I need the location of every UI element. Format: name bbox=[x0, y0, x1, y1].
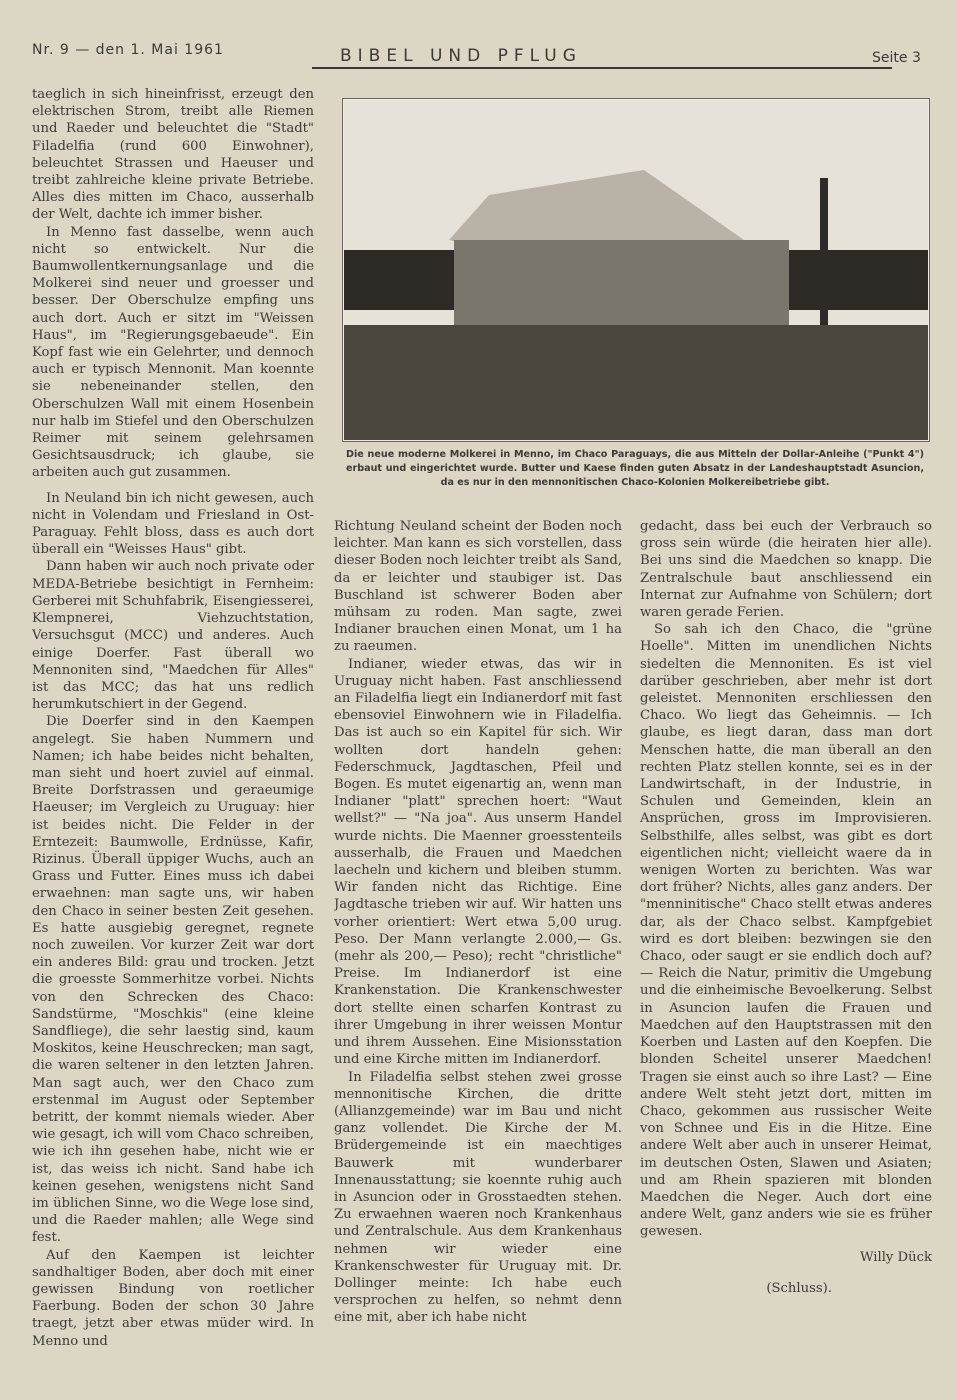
column-3 bbox=[640, 518, 932, 1368]
column-1 bbox=[32, 86, 314, 1371]
author-signature: Willy Dück bbox=[859, 1249, 932, 1265]
column-2 bbox=[334, 518, 622, 1363]
photo-dairy-building bbox=[342, 98, 930, 442]
photo-building-side bbox=[569, 240, 789, 335]
paragraph: gedacht, dass bei euch der Verbrauch so gross sein würde (die heiraten hier alle). Bei uns sind die Maedchen so knapp. Die Zentralschule baut anschliessend ein Internat zur Aufnahme von Schülern; dort waren gerade Ferien. bbox=[640, 519, 932, 621]
paragraph: So sah ich den Chaco, die "grüne Hoelle". Mitten im unendlichen Nichts siedelten die Mennoniten. Es ist viel darüber geschrieben, aber mehr ist dort geleistet. Mennoniten erschliessen den Chaco. Wo liegt das Geheimnis. — Ich glaube, es liegt daran, dass man dort Menschen hatte, die man überall an den rechten Platz stellen konnte, sei es in der Landwirtschaft, in der Industrie, in Schulen und Gemeinden, klein an Ansprüchen, gross im Improvisieren. Selbsthilfe, alles selbst, was gibt es dort eigentlichen nicht; vielleicht waere da in wenigen Worten zu berichten. Was war dort früher? Nichts, alles ganz anders. Der "menninitische" Chaco stellt etwas anderes dar, als der Chaco selbst. Kampfgebiet wird es dort bleiben: bezwingen sie den Chaco, oder saugt er sie endlich doch auf? — Reich die Natur, primitiv die Umgebung und die einheimische Bevoelkerung. Selbst in Asuncion laufen die Frauen und Maedchen auf den Hauptstrassen mit den Koerben und Lasten auf den Koepfen. Die blonden Scheitel unserer Maedchen! Tragen sie einst auch so ihre Last? — Eine andere Welt steht jetzt dort, mitten im Chaco, gekommen aus russischer Weite von Schnee und Eis in die Hitze. Eine andere Welt aber auch in unserer Heimat, im deutschen Osten, Slawen und Asiaten; und am Rhein spazieren mit blonden Maedchen die Neger. Auch dort eine andere Welt, ganz anders wie sie es früher gewesen. bbox=[640, 622, 932, 1240]
page-number: Seite 3 bbox=[872, 50, 921, 66]
paragraph: Richtung Neuland scheint der Boden noch leichter. Man kann es sich vorstellen, dass dieser Boden noch leichter treibt als Sand, da er leichter und staubiger ist. Das Buschland ist schwerer Boden aber mühsam zu roden. Man sagte, zwei Indianer brauchen einen Monat, um 1 ha zu raeumen. bbox=[334, 519, 622, 655]
closing-note: (Schluss). bbox=[766, 1280, 832, 1296]
issue-line: Nr. 9 — den 1. Mai 1961 bbox=[32, 42, 224, 58]
paragraph: In Menno fast dasselbe, wenn auch nicht so entwickelt. Nur die Baumwollentkernungsanlage und die Molkerei sind neuer und groesser und besser. Der Oberschulze empfing uns auch dort. Auch er sitzt im "Weissen Haus", im "Regierungsgebaeude". Ein Kopf fast wie ein Gelehrter, und dennoch auch er typisch Mennonit. Man koennte sie nebeneinander stellen, den Oberschulzen Wall mit einem Hosenbein nur halb im Stiefel und den Oberschulzen Reimer mit seinem gelehrsamen Gesichtsausdruck; ich glaube, sie arbeiten auch gut zusammen. bbox=[32, 224, 314, 481]
photo-ground bbox=[344, 325, 928, 440]
paragraph: In Filadelfia selbst stehen zwei grosse mennonitische Kirchen, die dritte (Allianzgemeinde) war im Bau und nicht ganz vollendet. Die Kirche der M. Brüdergemeinde ist ein maechtiges Bauwerk mit wunderbarer Innenausstattung; sie koennte ruhig auch in Asuncion oder in Grosstaedten stehen. Zu erwaehnen waeren noch Krankenhaus und Zentralschule. Aus dem Krankenhaus nehmen wir wieder eine Krankenschwester für Uruguay mit. Dr. Dollinger meinte: Ich habe euch versprochen zu helfen, so nehmt denn eine mit, aber ich habe nicht bbox=[334, 1069, 622, 1326]
paragraph: Die Doerfer sind in den Kaempen angelegt. Sie haben Nummern und Namen; ich habe beides nicht behalten, man sieht und hoert zuviel auf einmal. Breite Dorfstrassen und geraeumige Haeuser; im Vergleich zu Uruguay: hier ist beides nicht. Die Felder in der Erntezeit: Baumwolle, Erdnüsse, Kafir, Rizinus. Überall üppiger Wuchs, auch an Grass und Futter. Eines muss ich dabei erwaehnen: man sagte uns, wir haben den Chaco in seiner besten Zeit gesehen. Es hatte ausgiebig geregnet, regnete noch zuweilen. Vor kurzer Zeit war dort ein anderes Bild: grau und trocken. Jetzt die groesste Sommerhitze vorbei. Nichts von den Schrecken des Chaco: Sandstürme, "Moschkis" (eine kleine Sandfliege), die sehr laestig sind, kaum Moskitos, keine Heuschrecken; man sagt, die waren seltener in den letzten Jahren. Man sagt auch, wer den Chaco zum erstenmal im August oder September betritt, der kommt niemals wieder. Aber wie gesagt, ich will vom Chaco schreiben, wie ich ihn gesehen habe, nicht wie er ist, das weiss ich nicht. Sand habe ich keinen gesehen, wenigstens nicht Sand im üblichen Sinne, wo die Wege lose sind, und die Raeder mahlen; alle Wege sind fest. bbox=[32, 714, 314, 1246]
paragraph: Auf den Kaempen ist leichter sandhaltiger Boden, aber doch mit einer gewissen Bindung von roetlicher Faerbung. Boden der schon 30 Jahre traegt, jetzt aber etwas müder wird. In Menno und bbox=[32, 1247, 314, 1349]
photo-image bbox=[344, 100, 928, 440]
masthead-title: BIBEL UND PFLUG bbox=[340, 46, 582, 66]
paragraph: In Neuland bin ich nicht gewesen, auch nicht in Volendam und Friesland in Ost-Paraguay. Fehlt bloss, dass es auch dort überall ein "Weisses Haus" gibt. bbox=[32, 490, 314, 558]
paragraph: taeglich in sich hineinfrisst, erzeugt den elektrischen Strom, treibt alle Riemen und Raeder und beleuchtet die "Stadt" Filadelfia (rund 600 Einwohner), beleuchtet Strassen und Haeuser und treibt zahlreiche kleine private Betriebe. Alles dies mitten im Chaco, ausserhalb der Welt, dachte ich immer bisher. bbox=[32, 87, 314, 223]
paragraph: Indianer, wieder etwas, das wir in Uruguay nicht haben. Fast anschliessend an Filadelfia liegt ein Indianerdorf mit fast ebensoviel Einwohnern wie in Filadelfia. Das ist auch so ein Kapitel für sich. Wir wollten dort handeln gehen: Federschmuck, Jagdtaschen, Pfeil und Bogen. Es mutet eigenartig an, wenn man Indianer "platt" sprechen hoert: "Waut wellst?" — "Na joa". Aus unserm Handel wurde nichts. Die Maenner groesstenteils ausserhalb, die Frauen und Maedchen laecheln und kichern und bleiben stumm. Wir fanden nicht das Richtige. Eine Jagdtasche trieben wir auf. Wir hatten uns vorher orientiert: Wert etwa 5,00 urug. Peso. Der Mann verlangte 2.000,— Gs. (mehr als 200,— Peso); recht "christliche" Preise. Im Indianerdorf ist eine Krankenstation. Die Krankenschwester dort stellte einen scharfen Kontrast zu ihrer Umgebung in ihrer weissen Montur und ihrem Aussehen. Eine Misionsstation und eine Kirche mitten im Indianerdorf. bbox=[334, 656, 622, 1068]
paragraph: Dann haben wir auch noch private oder MEDA-Betriebe besichtigt in Fernheim: Gerberei mit Schuhfabrik, Eisengiesserei, Klempnerei, Viehzuchtstation, Versuchsgut (MCC) und anderes. Auch einige Doerfer. Fast überall wo Mennoniten sind, "Maedchen für Alles" ist das MCC; das hat uns redlich herumkutschiert in der Gegend. bbox=[32, 559, 314, 713]
masthead-rule bbox=[312, 67, 892, 69]
photo-chimney bbox=[820, 178, 828, 333]
photo-caption: Die neue moderne Molkerei in Menno, im Chaco Paraguays, die aus Mitteln der Dollar-Anleihe ("Punkt 4") erbaut und eingerichtet wurde. Butter und Kaese finden guten Absatz in der Landeshauptstadt Asuncion, da es nur in den mennonitischen Chaco-Kolonien Molkereibetriebe gibt. bbox=[346, 449, 924, 488]
